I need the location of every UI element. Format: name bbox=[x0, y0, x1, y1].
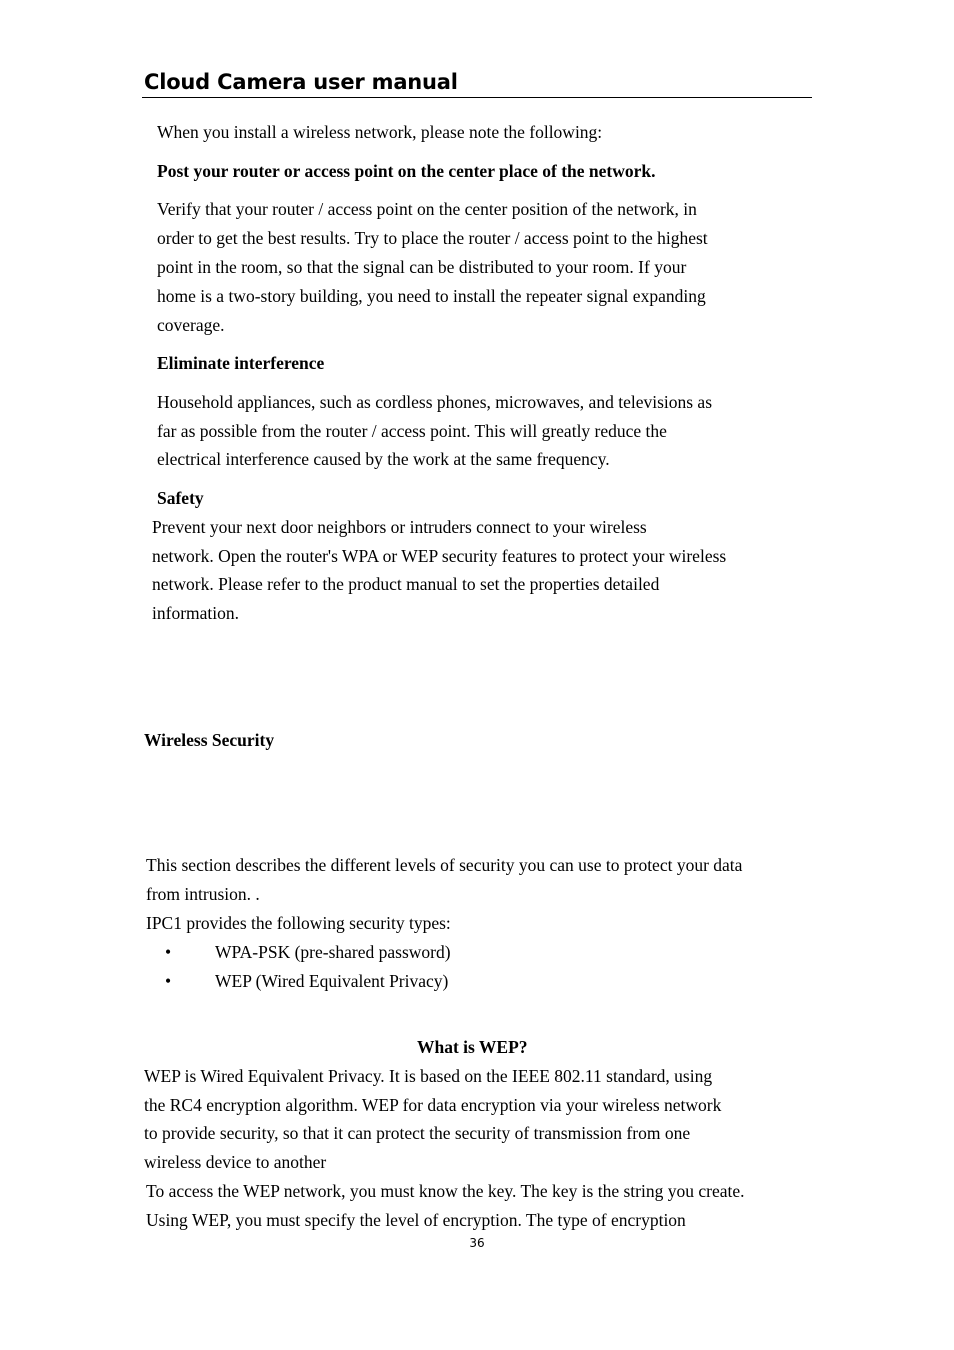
safety-paragraph-line: network. Open the router's WPA or WEP security features to protect your wireless bbox=[152, 546, 727, 566]
security-intro-line: IPC1 provides the following security types: bbox=[146, 913, 451, 933]
install-intro: When you install a wireless network, please note the following: bbox=[157, 122, 603, 142]
interference-heading: Eliminate interference bbox=[157, 353, 325, 373]
security-intro-line: from intrusion. . bbox=[146, 884, 260, 904]
router-paragraph-line: coverage. bbox=[157, 315, 225, 335]
list-bullet: • bbox=[165, 971, 172, 991]
router-paragraph-line: Verify that your router / access point on the center position of the network, in bbox=[157, 199, 697, 219]
router-paragraph-line: order to get the best results. Try to place the router / access point to the highest bbox=[157, 228, 708, 248]
security-type-item: WPA-PSK (pre-shared password) bbox=[215, 942, 451, 962]
wireless-security-heading: Wireless Security bbox=[144, 730, 275, 750]
router-placement-heading: Post your router or access point on the center place of the network. bbox=[157, 161, 656, 181]
wep-access-line: Using WEP, you must specify the level of encryption. The type of encryption bbox=[146, 1210, 686, 1230]
safety-paragraph-line: Prevent your next door neighbors or intruders connect to your wireless bbox=[152, 517, 647, 537]
wep-paragraph-line: wireless device to another bbox=[144, 1152, 327, 1172]
page-header-title: Cloud Camera user manual bbox=[144, 70, 458, 94]
wep-paragraph-line: the RC4 encryption algorithm. WEP for data encryption via your wireless network bbox=[144, 1095, 722, 1115]
interference-paragraph-line: Household appliances, such as cordless phones, microwaves, and televisions as bbox=[157, 392, 713, 412]
interference-paragraph-line: far as possible from the router / access point. This will greatly reduce the bbox=[157, 421, 667, 441]
router-paragraph-line: home is a two-story building, you need to install the repeater signal expanding bbox=[157, 286, 706, 306]
page-number: 36 bbox=[469, 1236, 485, 1250]
wep-heading: What is WEP? bbox=[417, 1037, 528, 1057]
list-bullet: • bbox=[165, 942, 172, 962]
router-paragraph-line: point in the room, so that the signal can be distributed to your room. If your bbox=[157, 257, 687, 277]
safety-paragraph-line: network. Please refer to the product manual to set the properties detailed bbox=[152, 574, 660, 594]
wep-paragraph-line: to provide security, so that it can protect the security of transmission from one bbox=[144, 1123, 691, 1143]
interference-paragraph-line: electrical interference caused by the work at the same frequency. bbox=[157, 449, 610, 469]
security-type-item: WEP (Wired Equivalent Privacy) bbox=[215, 971, 449, 991]
security-intro-line: This section describes the different levels of security you can use to protect your data bbox=[146, 855, 743, 875]
safety-paragraph-line: information. bbox=[152, 603, 239, 623]
wep-paragraph-line: WEP is Wired Equivalent Privacy. It is based on the IEEE 802.11 standard, using bbox=[144, 1066, 713, 1086]
safety-heading: Safety bbox=[157, 488, 204, 508]
header-divider bbox=[142, 97, 812, 98]
wep-access-line: To access the WEP network, you must know the key. The key is the string you create. bbox=[146, 1181, 745, 1201]
